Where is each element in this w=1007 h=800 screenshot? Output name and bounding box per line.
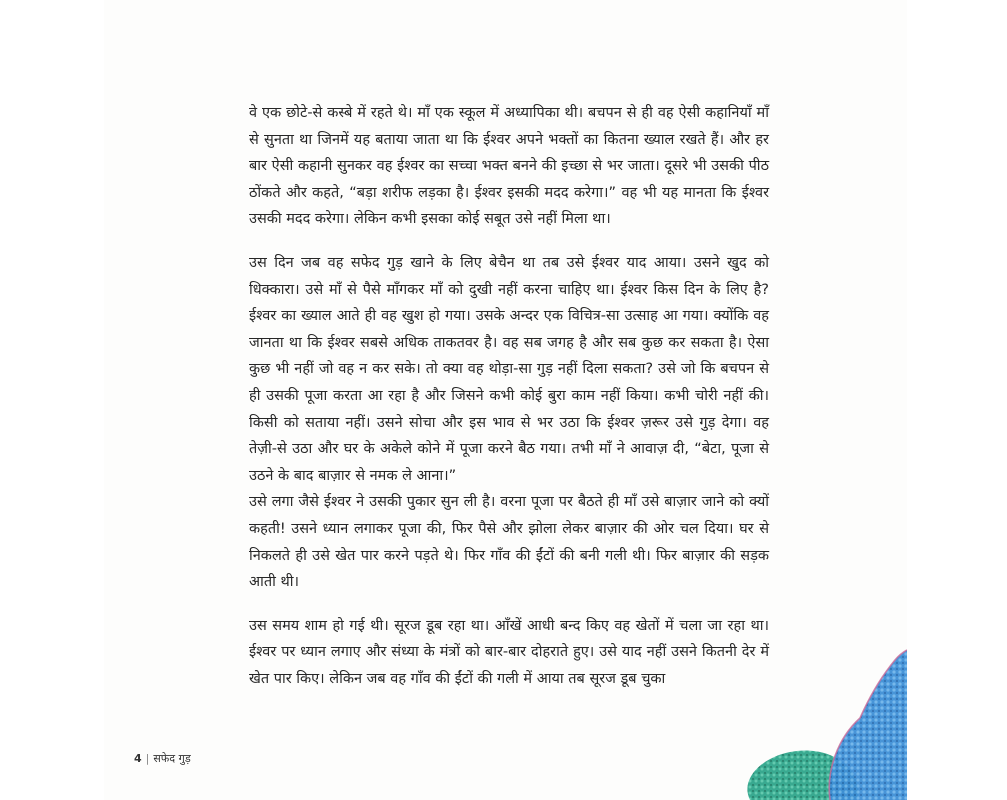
paragraph-2: उस दिन जब वह सफेद गुड़ खाने के लिए बेचैन था तब उसे ईश्वर याद आया। उसने खुद को धिक्कारा। उसे माँ से पैसे माँगकर माँ को दुखी नहीं करना चाहिए था। ईश्वर किस दिन के लिए है? ईश्वर का ख्याल आते ही वह खुश हो गया। उसके अन्दर एक विचित्र-सा उत्साह आ गया। क्योंकि वह जानता था कि ईश्वर सबसे अधिक ताकतवर है। वह सब जगह है और सब कुछ कर सकता है। ऐसा कुछ भी नहीं जो वह न कर सके। तो क्या वह थोड़ा-सा गुड़ नहीं दिला सकता? उसे जो कि बचपन से ही उसकी पूजा करता आ रहा है और जिसने कभी कोई बुरा काम नहीं किया। कभी चोरी नहीं की। किसी को सताया नहीं। उसने सोचा और इस भाव से भर उठा कि ईश्वर ज़रूर उसे गुड़ देगा। वह तेज़ी-से उठा और घर के अकेले कोने में पूजा करने बैठ गया। तभी माँ ने आवाज़ दी, “बेटा, पूजा से उठने के बाद बाज़ार से नमक ले आना।” (249, 254, 769, 484)
paragraph-3: उसे लगा जैसे ईश्वर ने उसकी पुकार सुन ली है। वरना पूजा पर बैठते ही माँ उसे बाज़ार जाने को क्यों कहती! उसने ध्यान लगाकर पूजा की, फिर पैसे और झोला लेकर बाज़ार की ओर चल दिया। घर से निकलते ही उसे खेत पार करने पड़ते थे। फिर गाँव की ईंटों की बनी गली थी। फिर बाज़ार की सड़क आती थी। (249, 494, 769, 591)
page-number: 4 (134, 752, 142, 765)
decorative-illustration (730, 640, 907, 800)
left-margin (0, 0, 104, 800)
footer-separator: | (145, 752, 150, 765)
blue-blob (829, 650, 907, 800)
paragraph-1: वे एक छोटे-से कस्बे में रहते थे। माँ एक स्कूल में अध्यापिका थी। बचपन से ही वह ऐसी कहानियाँ माँ से सुनता था जिनमें यह बताया जाता था कि ईश्वर अपने भक्तों का कितना ख्याल रखते हैं। और हर बार ऐसी कहानी सुनकर वह ईश्वर का सच्चा भक्त बनने की इच्छा से भर जाता। दूसरे भी उसकी पीठ ठोंकते और कहते, “बड़ा शरीफ लड़का है। ईश्वर इसकी मदद करेगा।” वह भी यह मानता कि ईश्वर उसकी मदद करेगा। लेकिन कभी इसका कोई सबूत उसे नहीं मिला था। (249, 105, 769, 228)
blob-illustration-icon (730, 640, 907, 800)
page-footer (134, 751, 191, 767)
paragraph-4: उस समय शाम हो गई थी। सूरज डूब रहा था। आँखें आधी बन्द किए वह खेतों में चला जा रहा था। ईश्वर पर ध्यान लगाए और संध्या के मंत्रों को बार-बार दोहराते हुए। उसे याद नहीं उसने कितनी देर में खेत पार किए। लेकिन जब वह गाँव की ईंटों की गली में आया तब सूरज डूब चुका (249, 617, 769, 687)
book-title: सफेद गुड़ (153, 752, 191, 765)
story-text (249, 100, 769, 692)
right-margin (907, 0, 1007, 800)
